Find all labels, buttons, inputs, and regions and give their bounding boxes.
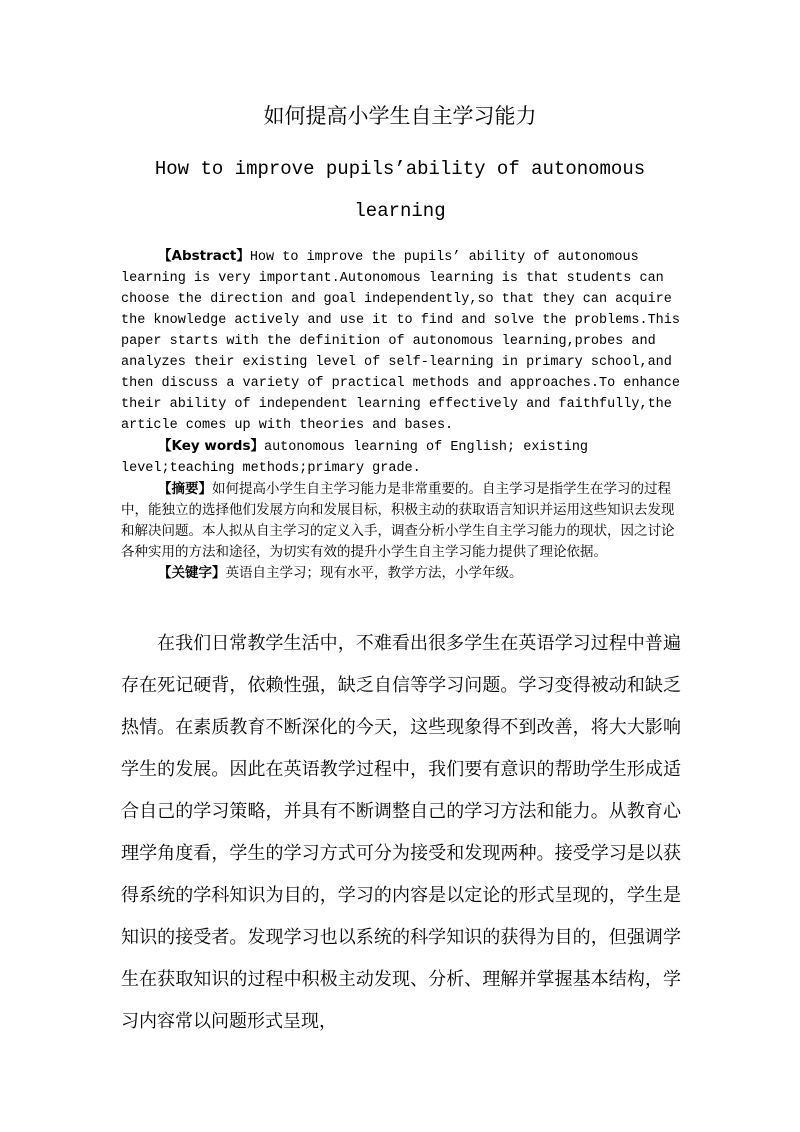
abstract-section <box>121 246 681 584</box>
keywords-chinese-text: 英语自主学习；现有水平，教学方法，小学年级。 <box>225 565 523 581</box>
title-english: How to improve pupils’ability of autonomous learning <box>154 158 646 222</box>
abstract-english-text: How to improve the pupils’ ability of autonomous learning is very important.Autonomous learning is that students can choose the direction and goal independently,so that they can acquire the knowledge actively and use it to find and solve the problems.This paper starts with the definition of autonomous learning,probes and analyzes their existing level of self-learning in primary school,and then discuss a variety of practical methods and approaches.To enhance their ability of independent learning effectively and faithfully,the article comes up with theories and bases. <box>121 250 680 433</box>
keywords-cn-label: 【关键字】 <box>158 565 226 581</box>
keywords-chinese <box>121 563 681 584</box>
keywords-english-text: autonomous learning of English; existing level;teaching methods;primary grade. <box>121 440 589 476</box>
keywords-english <box>121 436 681 479</box>
body-paragraph: 在我们日常教学生活中，不难看出很多学生在英语学习过程中普遍存在死记硬背，依赖性强，缺乏自信等学习问题。学习变得被动和缺乏热情。在素质教育不断深化的今天，这些现象得不到改善，将大大影响学生的发展。因此在英语教学过程中，我们要有意识的帮助学生形成适合自己的学习策略，并具有不断调整自己的学习方法和能力。从教育心理学角度看，学生的学习方式可分为接受和发现两种。接受学习是以获得系统的学科知识为目的，学习的内容是以定论的形式呈现的，学生是知识的接受者。发现学习也以系统的科学知识的获得为目的，但强调学生在获取知识的过程中积极主动发现、分析、理解并掌握基本结构，学习内容常以问题形式呈现， <box>121 633 681 1032</box>
abstract-cn-label: 【摘要】 <box>158 481 212 497</box>
abstract-english <box>121 246 681 436</box>
title-chinese: 如何提高小学生自主学习能力 <box>263 104 537 128</box>
abstract-chinese <box>121 479 681 563</box>
body-section <box>121 623 681 1043</box>
keywords-label: 【Key words】 <box>158 438 264 454</box>
abstract-label: 【Abstract】 <box>158 248 250 264</box>
abstract-chinese-text: 如何提高小学生自主学习能力是非常重要的。自主学习是指学生在学习的过程中，能独立的选择他们发展方向和发展目标，积极主动的获取语言知识并运用这些知识去发现和解决问题。本人拟从自主学习的定义入手，调查分析小学生自主学习能力的现状，因之讨论各种实用的方法和途径，为切实有效的提升小学生自主学习能力提供了理论依据。 <box>121 481 675 560</box>
